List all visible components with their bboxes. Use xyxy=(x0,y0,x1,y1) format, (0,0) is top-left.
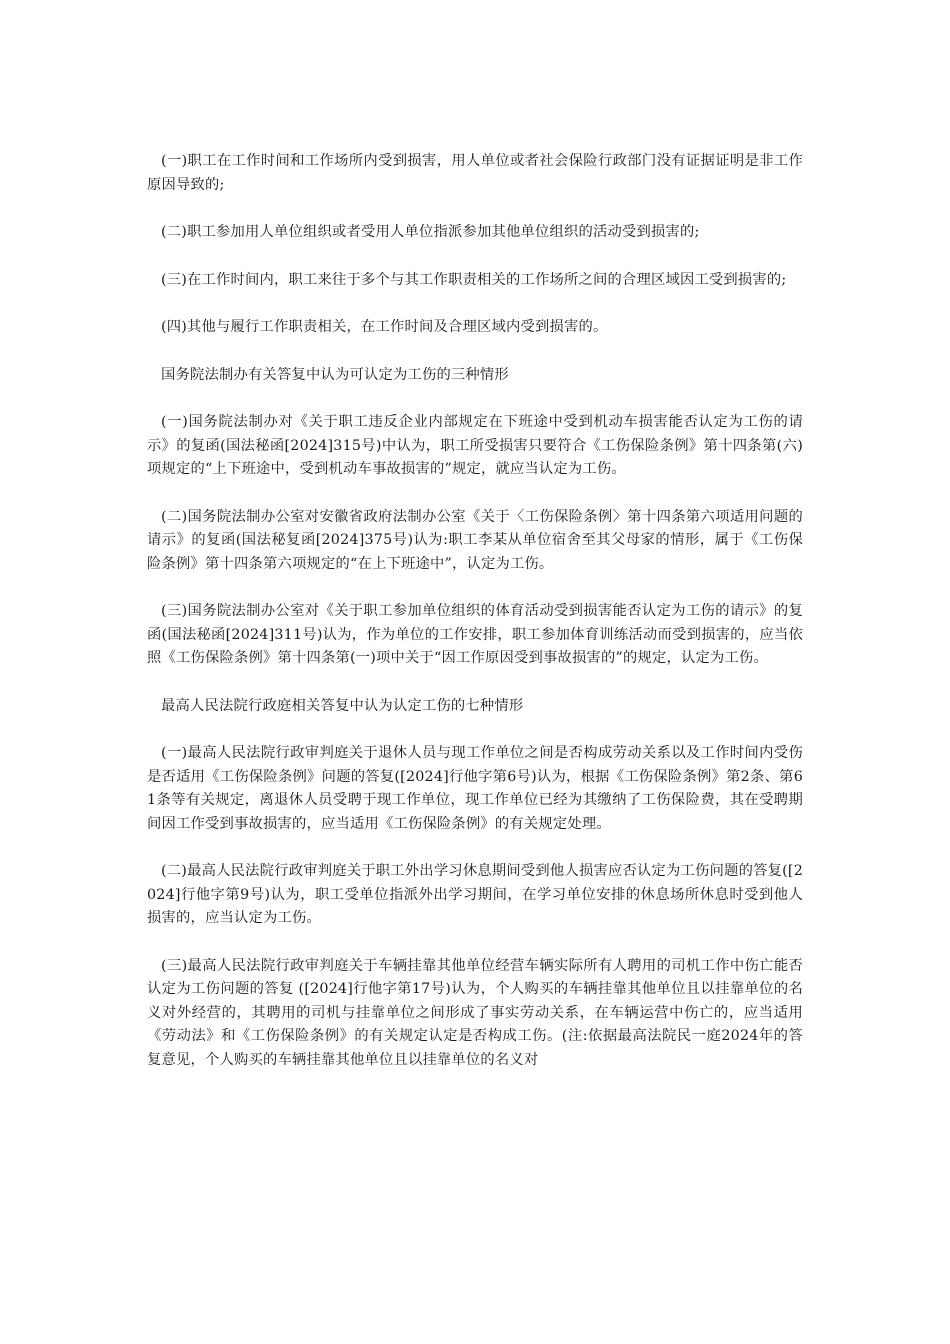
paragraph-2: (二)职工参加用人单位组织或者受用人单位指派参加其他单位组织的活动受到损害的; xyxy=(161,224,700,240)
paragraph-4: (四)其他与履行工作职责相关，在工作时间及合理区域内受到损害的。 xyxy=(161,319,608,335)
paragraph-10: (一)最高人民法院行政审判庭关于退休人员与现工作单位之间是否构成劳动关系以及工作时间内受伤是否适用《工伤保险条例》问题的答复([2024]行他字第6号)认为，根据《工伤保险条例》第2条、第61条等有关规定，离退休人员受聘于现工作单位，现工作单位已经为其缴纳了工伤保险费，其在受聘期间因工作受到事故损害的，应当适用《工伤保险条例》的有关规定处理。 xyxy=(147,745,803,832)
section-heading-state-council: 国务院法制办有关答复中认为可认定为工伤的三种情形 xyxy=(161,366,509,383)
paragraph-11: (二)最高人民法院行政审判庭关于职工外出学习休息期间受到他人损害应否认定为工伤问题的答复([2024]行他字第9号)认为，职工受单位指派外出学习期间，在学习单位安排的休息场所休息时受到他人损害的，应当认定为工伤。 xyxy=(147,863,803,926)
paragraph-12: (三)最高人民法院行政审判庭关于车辆挂靠其他单位经营车辆实际所有人聘用的司机工作中伤亡能否认定为工伤问题的答复 ([2024]行他字第17号)认为，个人购买的车辆挂靠其他单位且以挂靠单位的名义对外经营的，其聘用的司机与挂靠单位之间形成了事实劳动关系，在车辆运营中伤亡的，应当适用《劳动法》和《工伤保险条例》的有关规定认定是否构成工伤。(注:依据最高法院民一庭2024年的答复意见，个人购买的车辆挂靠其他单位且以挂靠单位的名义对 xyxy=(147,957,803,1068)
section-heading-supreme-court: 最高人民法院行政庭相关答复中认为认定工伤的七种情形 xyxy=(161,697,524,714)
paragraph-3: (三)在工作时间内，职工来往于多个与其工作职责相关的工作场所之间的合理区域因工受到损害的; xyxy=(161,271,787,288)
paragraph-1: (一)职工在工作时间和工作场所内受到损害，用人单位或者社会保险行政部门没有证据证明是非工作原因导致的; xyxy=(147,153,803,193)
paragraph-6: (一)国务院法制办对《关于职工违反企业内部规定在下班途中受到机动车损害能否认定为工伤的请示》的复函(国法秘函[2024]315号)中认为，职工所受损害只要符合《工伤保险条例》第十四条第(六)项规定的“上下班途中，受到机动车事故损害的”规定，就应当认定为工伤。 xyxy=(147,414,803,477)
document-body xyxy=(147,150,803,1096)
paragraph-8: (三)国务院法制办公室对《关于职工参加单位组织的体育活动受到损害能否认定为工伤的请示》的复函(国法秘函[2024]311号)认为，作为单位的工作安排，职工参加体育训练活动而受到损害的，应当依照《工伤保险条例》第十四条第(一)项中关于“因工作原因受到事故损害的”的规定，认定为工伤。 xyxy=(147,603,803,666)
paragraph-7: (二)国务院法制办公室对安徽省政府法制办公室《关于〈工伤保险条例〉第十四条第六项适用问题的请示》的复函(国法秘复函[2024]375号)认为:职工李某从单位宿舍至其父母家的情形，属于《工伤保险条例》第十四条第六项规定的“在上下班途中”，认定为工伤。 xyxy=(147,508,803,572)
